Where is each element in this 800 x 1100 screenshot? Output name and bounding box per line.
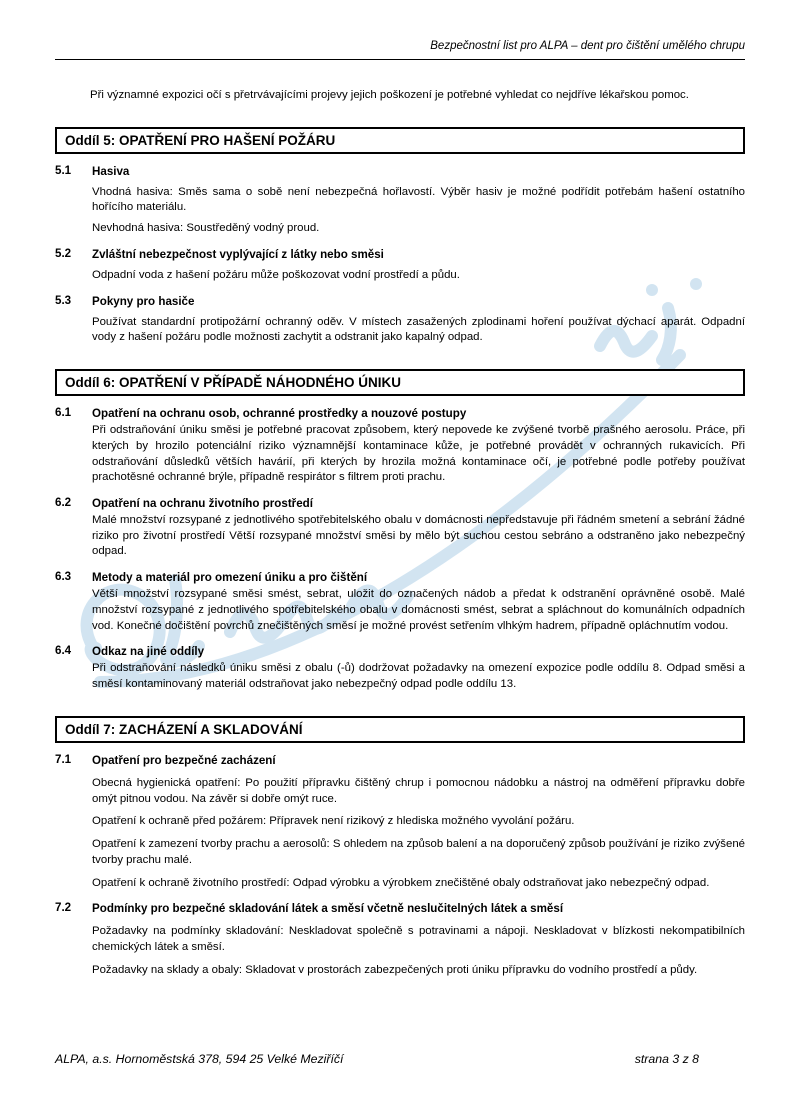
item-heading: Opatření na ochranu životního prostředí xyxy=(92,497,313,511)
item-number: 6.4 xyxy=(55,644,72,658)
item-number: 6.1 xyxy=(55,406,72,420)
paragraph: Opatření k ochraně životního prostředí: Odpad výrobku a výrobkem znečištěné obaly odstraňovat jako nebezpečný odpad. xyxy=(92,876,710,889)
footer-company-address: ALPA, a.s. Hornoměstská 378, 594 25 Velké Meziříčí xyxy=(55,1052,344,1066)
paragraph: Odpadní voda z hašení požáru může poškozovat vodní prostředí a půdu. xyxy=(92,268,460,281)
item-body xyxy=(92,570,745,634)
item-heading: Podmínky pro bezpečné skladování látek a směsí včetně neslučitelných látek a směsí xyxy=(92,902,564,916)
section-item xyxy=(55,753,745,891)
item-heading: Pokyny pro hasiče xyxy=(92,294,195,308)
section-title: Oddíl 7: ZACHÁZENÍ A SKLADOVÁNÍ xyxy=(55,716,745,743)
item-heading: Opatření na ochranu osob, ochranné prostředky a nouzové postupy xyxy=(92,407,467,421)
item-number: 6.3 xyxy=(55,570,72,584)
item-number: 5.1 xyxy=(55,163,72,177)
paragraph: Vhodná hasiva: Směs sama o sobě není nebezpečná hořlavostí. Výběr hasiv je možné podřídit potřebám hašení ostatního hořícího materiálu. xyxy=(92,185,745,214)
item-body xyxy=(92,496,745,560)
item-number: 5.3 xyxy=(55,293,72,307)
section-item xyxy=(55,570,745,634)
item-body xyxy=(92,247,745,284)
paragraph: Nevhodná hasiva: Soustředěný vodný proud. xyxy=(92,222,320,235)
paragraph: Malé množství rozsypané z jednotlivého spotřebitelského obalu v domácnosti nepředstavuje při řádném smetení a sebrání žádné riziko pro životní prostředí Větší rozsypané množství směsi by mělo být suchou cestou sebráno a odstraněno jako nebezpečný odpad. xyxy=(92,514,745,558)
section-item xyxy=(55,644,745,692)
paragraph: Požadavky na sklady a obaly: Skladovat v prostorách zabezpečených proti úniku přípravku do vodního prostředí a půdy. xyxy=(92,963,698,976)
document-section xyxy=(55,127,745,346)
section-item xyxy=(55,496,745,560)
paragraph: Opatření k zamezení tvorby prachu a aerosolů: S ohledem na způsob balení a na doporučený způsob používání je riziko zvýšené tvorby prachu malé. xyxy=(92,838,745,866)
paragraph: Obecná hygienická opatření: Po použití přípravku čištěný chrup i pomocnou nádobku a nástroj na odměření přípravku dobře omýt pitnou vodou. Na závěr si dobře omýt ruce. xyxy=(92,776,745,805)
paragraph: Větší množství rozsypané směsi smést, sebrat, uložit do označených nádob a předat k odstranění oprávněné osobě. Malé množství rozsypané z jednotlivého spotřebitelského obalu v domácnosti smést, sebrat a spláchnout do komunálních odpadních vod. Konečné dočištění povrchů znečištěných směsí je možné provést setřením vlhkým hadrem, případně opláchnutím vodou. xyxy=(92,588,745,632)
sections-container xyxy=(55,104,745,979)
page-footer xyxy=(55,1052,745,1066)
item-heading: Hasiva xyxy=(92,164,130,178)
item-number: 7.2 xyxy=(55,901,72,915)
paragraph: Používat standardní protipožární ochranný oděv. V místech zasažených zplodinami hoření používat dýchací aparát. Odpadní vody z hašení požáru podle možnosti zachytit a odstranit jako kapalný odpad. xyxy=(92,315,745,344)
paragraph: Požadavky na podmínky skladování: Neskladovat společně s potravinami a nápoji. Neskladovat v blízkosti nekompatibilních chemických látek a směsí. xyxy=(92,925,745,953)
intro-paragraph: Při významné expozici očí s přetrvávajícími projevy jejich poškození je potřebné vyhledat co nejdříve lékařskou pomoc. xyxy=(90,89,689,101)
paragraph: Opatření k ochraně před požárem: Přípravek není rizikový z hlediska možného vyvolání požáru. xyxy=(92,815,575,828)
section-item xyxy=(55,164,745,237)
item-body xyxy=(92,753,745,891)
section-item xyxy=(55,901,745,978)
item-heading: Opatření pro bezpečné zacházení xyxy=(92,753,276,767)
section-item xyxy=(55,294,745,346)
item-body xyxy=(92,164,745,237)
item-heading: Metody a materiál pro omezení úniku a pro čištění xyxy=(92,571,368,585)
page-header: Bezpečnostní list pro ALPA – dent pro čištění umělého chrupu xyxy=(55,40,745,60)
document-section xyxy=(55,716,745,979)
footer-page-number: strana 3 z 8 xyxy=(634,1052,699,1066)
item-heading: Zvláštní nebezpečnost vyplývající z látky nebo směsi xyxy=(92,247,384,261)
item-heading: Odkaz na jiné oddíly xyxy=(92,645,205,659)
section-item xyxy=(55,406,745,486)
item-number: 5.2 xyxy=(55,246,72,260)
item-body xyxy=(92,901,745,978)
paragraph: Při odstraňování úniku směsi je potřebné pracovat způsobem, který nepovede ke zvýšené tvorbě prašného aerosolu. Práce, při kterých by hrozilo potenciální riziko významnější kontaminace kůže, je potřebné provádět v ochranných rukavicích. Při odstraňování důsledků větších havárií, při kterých by hrozila možná kontaminace očí, je potřebné podle potřeby používat prachotěsné ochranné brýle, případně respirátor s filtrem proti prachu. xyxy=(92,424,745,484)
item-number: 6.2 xyxy=(55,496,72,510)
document-section xyxy=(55,369,745,693)
item-body xyxy=(92,294,745,346)
section-title: Oddíl 5: OPATŘENÍ PRO HAŠENÍ POŽÁRU xyxy=(55,127,745,154)
paragraph: Při odstraňování následků úniku směsi z obalu (-ů) dodržovat požadavky na omezení expozice podle oddílu 8. Odpad směsi a směsí kontaminovaný materiál odstraňovat jako nebezpečný odpad podle oddílu 13. xyxy=(92,662,745,691)
section-title: Oddíl 6: OPATŘENÍ V PŘÍPADĚ NÁHODNÉHO ÚNIKU xyxy=(55,369,745,396)
item-body xyxy=(92,406,745,486)
item-number: 7.1 xyxy=(55,752,72,766)
section-item xyxy=(55,247,745,284)
item-body xyxy=(92,644,745,692)
